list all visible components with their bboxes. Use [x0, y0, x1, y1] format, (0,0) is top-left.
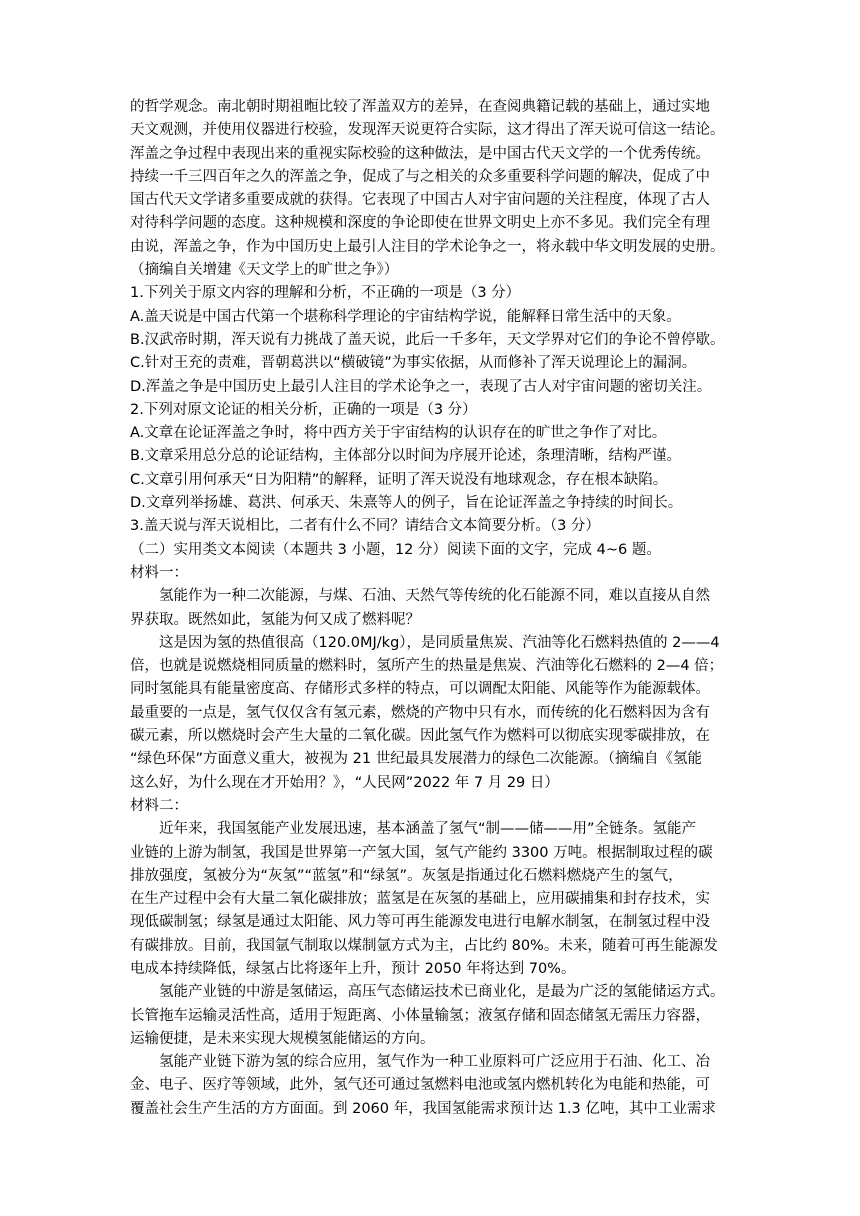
text-line: 碳元素，所以燃烧时会产生大量的二氧化碳。因此氢气作为燃料可以彻底实现零碳排放，在 [130, 728, 710, 745]
text-line: 电成本持续降低，绿氢占比将逐年上升，预计 2050 年将达到 70%。 [130, 960, 576, 977]
text-line: “绿色环保”方面意义重大，被视为 21 世纪最具发展潜力的绿色二次能源。（摘编自《氢能 [130, 751, 702, 768]
option-2a: A.文章在论证浑盖之争时，将中西方关于宇宙结构的认识存在的旷世之争作了对比。 [130, 425, 667, 442]
text-line: 国古代天文学诸多重要成就的获得。它表现了中国古人对宇宙问题的关注程度，体现了古人 [130, 192, 710, 209]
material-2-label: 材料二： [130, 797, 188, 814]
text-line: 业链的上游为制氢，我国是世界第一产氢大国，氢气产能约 3300 万吨。根据制取过程的碳 [130, 844, 713, 861]
document-page [130, 96, 744, 1121]
option-2d: D.文章列举扬雄、葛洪、何承天、朱熹等人的例子，旨在论证浑盖之争持续的时间长。 [130, 495, 683, 512]
text-line: 这是因为氢的热值很高（120.0MJ/kg），是同质量焦炭、汽油等化石燃料热值的 2——4 [159, 634, 720, 651]
text-line: 这么好，为什么现在才开始用？》，“人民网”2022 年 7 月 29 日） [130, 774, 559, 791]
text-line: 天文观测，并使用仪器进行校验，发现浑天说更符合实际，这才得出了浑天说可信这一结论。 [130, 122, 725, 139]
text-line: 同时氢能具有能量密度高、存储形式多样的特点，可以调配太阳能、风能等作为能源载体。 [130, 681, 710, 698]
text-line: 在生产过程中会有大量二氧化碳排放；蓝氢是在灰氢的基础上，应用碳捕集和封存技术，实 [130, 891, 710, 908]
text-line: 氢能产业链的中游是氢储运，高压气态储运技术已商业化，是最为广泛的氢能储运方式。 [159, 984, 725, 1001]
text-line: 最重要的一点是，氢气仅仅含有氢元素，燃烧的产物中只有水，而传统的化石燃料因为含有 [130, 704, 710, 721]
option-1d: D.浑盖之争是中国历史上最引人注目的学术论争之一，表现了古人对宇宙问题的密切关注。 [130, 378, 712, 395]
text-line: 排放强度，氢被分为“灰氢”“蓝氢”和“绿氢”。灰氢是指通过化石燃料燃烧产生的氢气， [130, 867, 683, 884]
text-line: 近年来，我国氢能产业发展迅速，基本涵盖了氢气“制——储——用”全链条。氢能产 [159, 821, 697, 838]
text-line: 现低碳制氢；绿氢是通过太阳能、风力等可再生能源发电进行电解水制氢，在制氢过程中没 [130, 914, 710, 931]
text-line: 有碳排放。目前，我国氩气制取以煤制氩方式为主，占比约 80%。未来，随着可再生能源发 [130, 937, 718, 954]
option-2c: C.文章引用何承天“日为阳精”的解释，证明了浑天说没有地球观念，存在根本缺陷。 [130, 471, 668, 488]
material-1-label: 材料一： [130, 564, 188, 581]
text-line: 长管拖车运输灵活性高，适用于短距离、小体量输氢；液氢存储和固态储氢无需压力容器， [130, 1007, 710, 1024]
source-citation: （摘编自关增建《天文学上的旷世之争》） [130, 262, 399, 279]
option-1c: C.针对王充的责难，晋朝葛洪以“横破镜”为事实依据，从而修补了浑天说理论上的漏洞。 [130, 355, 697, 372]
option-2b: B.文章采用总分总的论证结构，主体部分以时间为序展开论述，条理清晰，结构严谨。 [130, 448, 682, 465]
text-line: 氢能作为一种二次能源，与煤、石油、天然气等传统的化石能源不同，难以直接从自然 [159, 588, 710, 605]
text-line: 覆盖社会生产生活的方方面面。到 2060 年，我国氢能需求预计达 1.3 亿吨，其中工业需求 [130, 1100, 716, 1117]
text-line: 氢能产业链下游为氢的综合应用，氢气作为一种工业原料可广泛应用于石油、化工、冶 [159, 1054, 710, 1071]
text-line: 浑盖之争过程中表现出来的重视实际校验的这种做法，是中国古代天文学的一个优秀传统。 [130, 145, 710, 162]
text-line: 持续一千三四百年之久的浑盖之争，促成了与之相关的众多重要科学问题的解决，促成了中 [130, 168, 710, 185]
question-1: 1.下列关于原文内容的理解和分析，不正确的一项是（3 分） [130, 285, 521, 302]
text-line: 倍，也就是说燃烧相同质量的燃料时，氢所产生的热量是焦炭、汽油等化石燃料的 2—4 倍； [130, 658, 724, 675]
section-heading: （二）实用类文本阅读（本题共 3 小题，12 分）阅读下面的文字，完成 4~6 题。 [130, 541, 661, 558]
text-line: 对待科学问题的态度。这种规模和深度的争论即使在世界文明史上亦不多见。我们完全有理 [130, 215, 710, 232]
question-2: 2.下列对原文论证的相关分析，正确的一项是（3 分） [130, 401, 477, 418]
text-line: 运输便捷，是未来实现大规模氢能储运的方向。 [130, 1030, 435, 1047]
text-line: 金、电子、医疗等领域，此外，氢气还可通过氢燃料电池或氢内燃机转化为电能和热能，可 [130, 1077, 710, 1094]
text-line: 由说，浑盖之争，作为中国历史上最引人注目的学术论争之一，将永载中华文明发展的史册。 [130, 238, 725, 255]
question-3: 3.盖天说与浑天说相比，二者有什么不同？请结合文本简要分析。（3 分） [130, 518, 600, 535]
option-1b: B.汉武帝时期，浑天说有力挑战了盖天说，此后一千多年，天文学界对它们的争论不曾停歇。 [130, 331, 725, 348]
text-line: 的哲学观念。南北朝时期祖暅比较了浑盖双方的差异，在查阅典籍记载的基础上，通过实地 [130, 99, 710, 115]
text-line: 界获取。既然如此，氢能为何又成了燃料呢？ [130, 611, 420, 628]
option-1a: A.盖天说是中国古代第一个堪称科学理论的宇宙结构学说，能解释日常生活中的天象。 [130, 308, 681, 325]
